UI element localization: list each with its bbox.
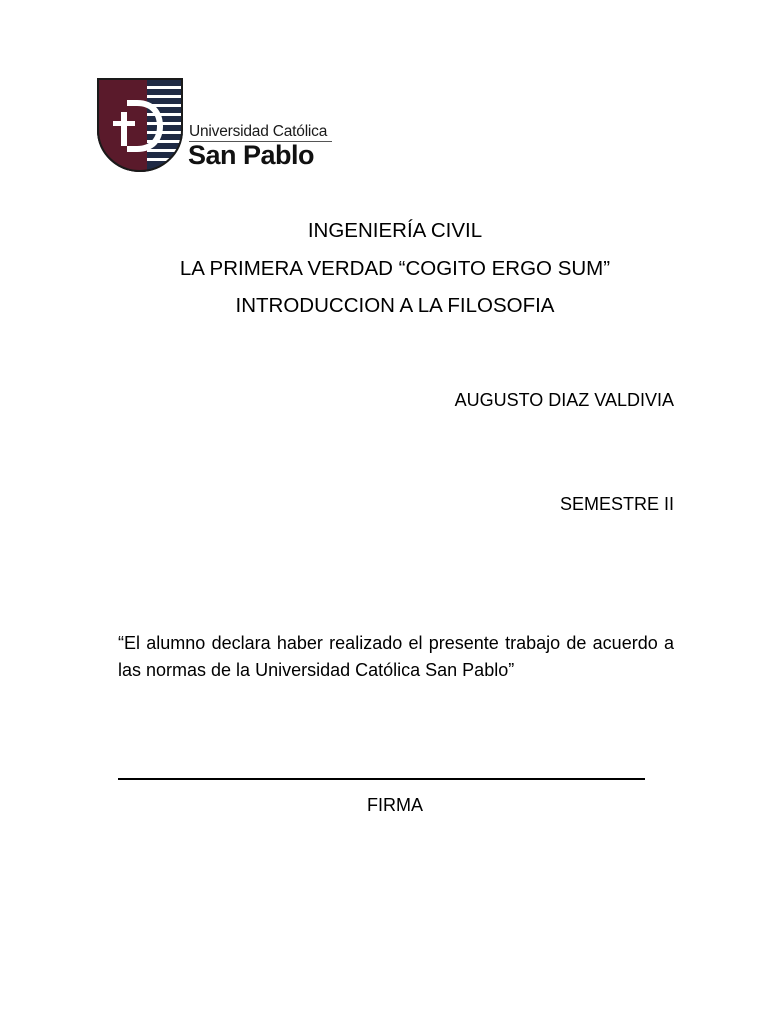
university-shield-icon xyxy=(97,78,183,173)
author-name: AUGUSTO DIAZ VALDIVIA xyxy=(454,390,674,410)
university-name-line2: San Pablo xyxy=(188,140,315,170)
university-name-line1: Universidad Católica xyxy=(189,123,328,140)
university-logo xyxy=(97,78,337,174)
signature-label: FIRMA xyxy=(367,795,423,815)
signature-line xyxy=(118,778,645,780)
declaration-text: “El alumno declara haber realizado el presente trabajo de acuerdo a las normas de la Universidad Católica San Pablo” xyxy=(118,633,674,680)
semester-label: SEMESTRE II xyxy=(559,494,674,514)
topic-title: LA PRIMERA VERDAD “COGITO ERGO SUM” xyxy=(179,257,611,280)
course-title: INTRODUCCION A LA FILOSOFIA xyxy=(235,294,555,317)
career-title: INGENIERÍA CIVIL xyxy=(307,219,483,242)
